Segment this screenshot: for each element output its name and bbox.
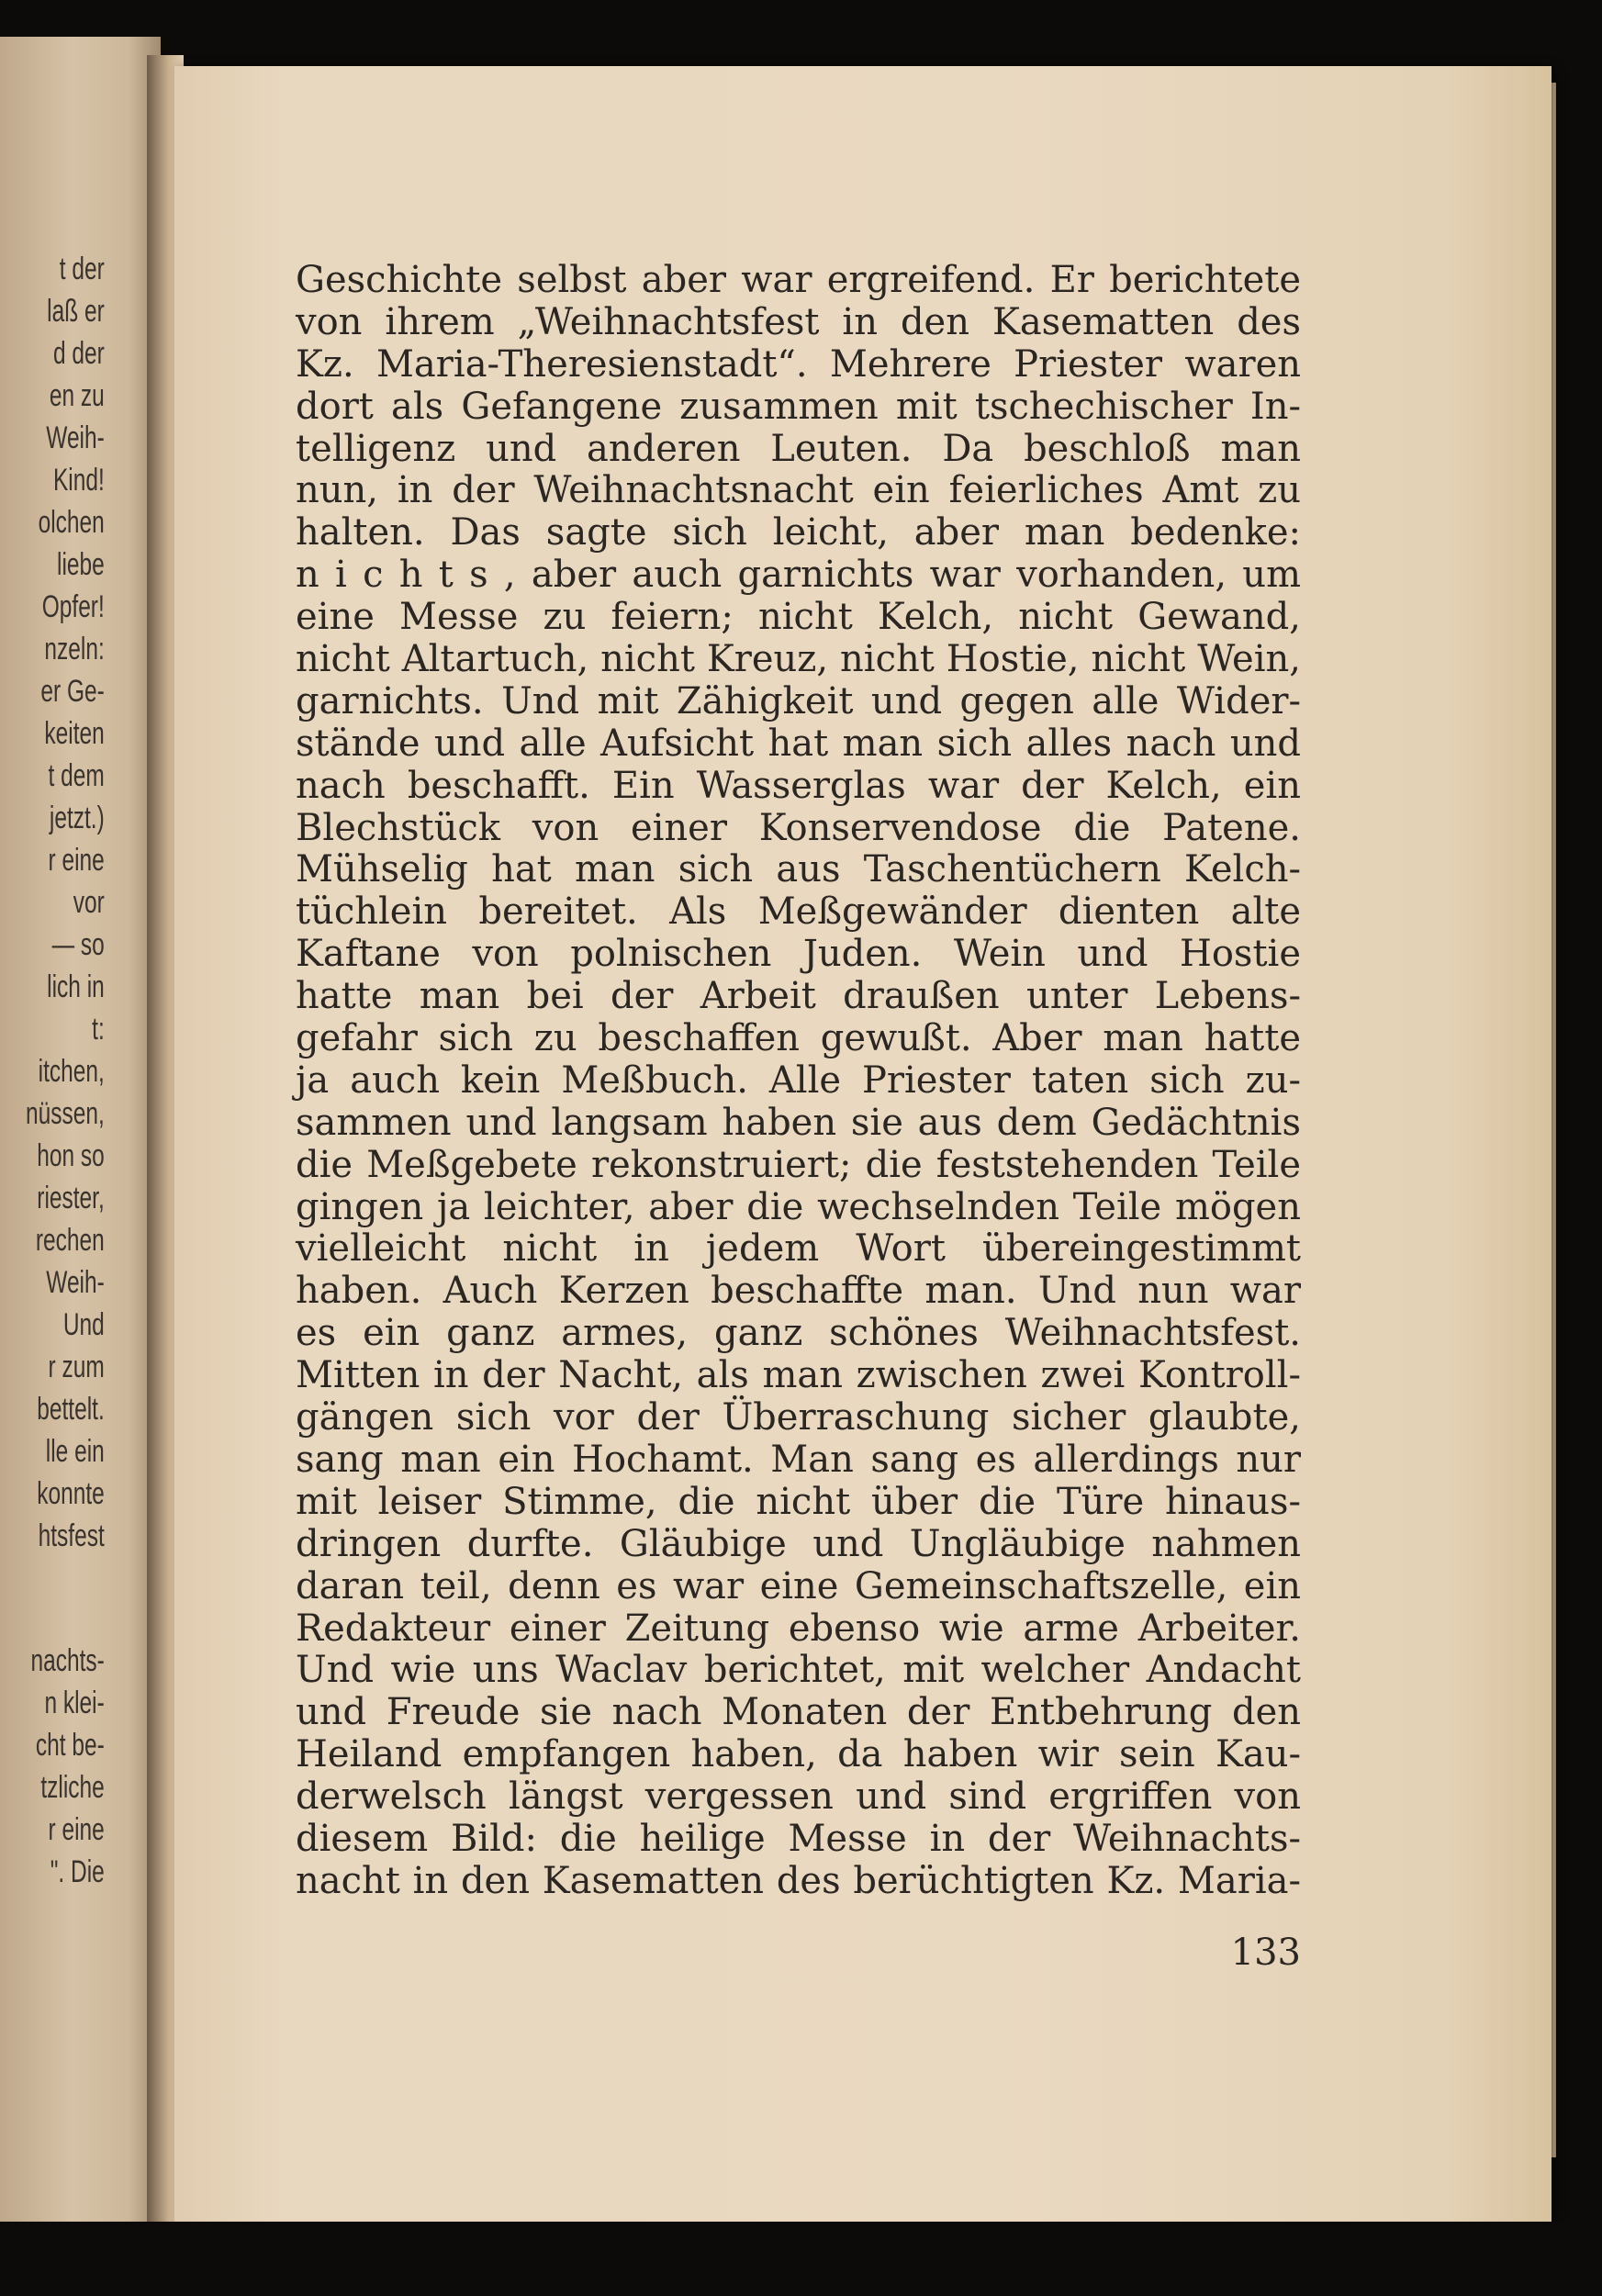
text-line: haben. Auch Kerzen beschaffte man. Und nun war bbox=[296, 1270, 1301, 1313]
text-line: Kaftane von polnischen Juden. Wein und Hostie bbox=[296, 933, 1301, 976]
left-page-fragment: ". Die bbox=[50, 1854, 105, 1889]
text-line: derwelsch längst vergessen und sind ergriffen von bbox=[296, 1775, 1301, 1819]
text-line: diesem Bild: die heilige Messe in der Weihnachts- bbox=[296, 1817, 1301, 1860]
text-line: es ein ganz armes, ganz schönes Weihnachtsfest. bbox=[296, 1312, 1301, 1355]
left-page-fragment: olchen bbox=[38, 505, 105, 540]
text-line: nach beschafft. Ein Wasserglas war der Kelch, ein bbox=[296, 764, 1301, 807]
left-page-fragment: t: bbox=[92, 1012, 105, 1047]
text-line: eine Messe zu feiern; nicht Kelch, nicht Gewand, bbox=[296, 596, 1301, 639]
left-page-fragment: jetzt.) bbox=[49, 801, 105, 835]
page-number: 133 bbox=[1230, 1932, 1301, 1974]
left-page-fragment: r zum bbox=[48, 1350, 105, 1384]
text-line: gefahr sich zu beschaffen gewußt. Aber man hatte bbox=[296, 1017, 1301, 1060]
left-page-fragment: d der bbox=[52, 336, 105, 371]
left-page bbox=[0, 37, 161, 2231]
text-line: nacht in den Kasematten des berüchtigten Kz. Maria- bbox=[296, 1859, 1301, 1902]
text-line: n i c h t s , aber auch garnichts war vorhanden, um bbox=[296, 554, 1301, 597]
left-page-fragment: vor bbox=[73, 885, 105, 920]
text-line: nicht Altartuch, nicht Kreuz, nicht Hostie, nicht Wein, bbox=[296, 638, 1301, 681]
text-line: halten. Das sagte sich leicht, aber man bedenke: bbox=[296, 511, 1301, 554]
text-line: Geschichte selbst aber war ergreifend. Er berichtete bbox=[296, 259, 1301, 301]
text-line: von ihrem „Weihnachtsfest in den Kasematten des bbox=[296, 300, 1301, 343]
text-line: mit leiser Stimme, die nicht über die Türe hinaus- bbox=[296, 1480, 1301, 1523]
left-page-fragment: t dem bbox=[48, 758, 105, 793]
text-line: daran teil, denn es war eine Gemeinschaftszelle, ein bbox=[296, 1564, 1301, 1607]
text-line: und Freude sie nach Monaten der Entbehrung den bbox=[296, 1691, 1301, 1734]
left-page-fragment: t der bbox=[59, 252, 105, 286]
left-page-fragment: Weih- bbox=[46, 420, 105, 455]
text-line: sang man ein Hochamt. Man sang es allerdings nur bbox=[296, 1438, 1301, 1481]
text-line: die Meßgebete rekonstruiert; die feststehenden Teile bbox=[296, 1143, 1301, 1186]
text-line: ja auch kein Meßbuch. Alle Priester taten sich zu- bbox=[296, 1058, 1301, 1102]
left-page-fragment: lich in bbox=[47, 969, 105, 1004]
left-page-fragment: cht be- bbox=[35, 1728, 105, 1763]
left-page-fragment: Und bbox=[62, 1307, 105, 1342]
background-shadow bbox=[0, 2222, 1602, 2296]
text-line: dringen durfte. Gläubige und Ungläubige nahmen bbox=[296, 1522, 1301, 1565]
text-line: tüchlein bereitet. Als Meßgewänder dienten alte bbox=[296, 890, 1301, 934]
text-line: Mühselig hat man sich aus Taschentüchern Kelch- bbox=[296, 848, 1301, 891]
left-page-fragment: — so bbox=[51, 927, 105, 962]
text-line: vielleicht nicht in jedem Wort übereingestimmt bbox=[296, 1227, 1301, 1271]
text-line: hatte man bei der Arbeit draußen unter Lebens- bbox=[296, 975, 1301, 1018]
text-line: gingen ja leichter, aber die wechselnden Teile mögen bbox=[296, 1185, 1301, 1228]
text-line: garnichts. Und mit Zähigkeit und gegen alle Wider- bbox=[296, 679, 1301, 722]
text-line: Mitten in der Nacht, als man zwischen zwei Kontroll- bbox=[296, 1354, 1301, 1397]
left-page-fragment: r eine bbox=[48, 843, 105, 878]
left-page-fragment: nzeln: bbox=[44, 632, 105, 666]
text-line: Redakteur einer Zeitung ebenso wie arme Arbeiter. bbox=[296, 1607, 1301, 1650]
text-line: nun, in der Weihnachtsnacht ein feierliches Amt zu bbox=[296, 469, 1301, 512]
left-page-fragment: htsfest bbox=[38, 1518, 105, 1553]
left-page-fragment: nachts- bbox=[30, 1643, 105, 1678]
page-body-text bbox=[296, 260, 1301, 1903]
left-page-fragment: Weih- bbox=[46, 1265, 105, 1300]
text-line: Kz. Maria-Theresienstadt“. Mehrere Priester waren bbox=[296, 342, 1301, 386]
left-page-fragment: Opfer! bbox=[41, 589, 105, 624]
left-page-fragment: n klei- bbox=[44, 1686, 105, 1720]
text-line: dort als Gefangene zusammen mit tschechischer In- bbox=[296, 385, 1301, 428]
text-line: Blechstück von einer Konservendose die Patene. bbox=[296, 806, 1301, 849]
text-line: Heiland empfangen haben, da haben wir sein Kau- bbox=[296, 1733, 1301, 1776]
left-page-fragment: er Ge- bbox=[40, 674, 105, 709]
left-page-fragment: konnte bbox=[37, 1476, 105, 1511]
text-line: stände und alle Aufsicht hat man sich alles nach und bbox=[296, 722, 1301, 765]
left-page-fragment: en zu bbox=[49, 378, 105, 413]
left-page-fragment: riester, bbox=[37, 1181, 105, 1215]
left-page-text-fragments bbox=[0, 248, 156, 1893]
left-page-fragment: tzliche bbox=[40, 1770, 105, 1805]
left-page-fragment: keiten bbox=[44, 716, 105, 751]
left-page-fragment: rechen bbox=[35, 1223, 105, 1258]
text-line: Und wie uns Waclav berichtet, mit welcher Andacht bbox=[296, 1649, 1301, 1692]
text-line: sammen und langsam haben sie aus dem Gedächtnis bbox=[296, 1101, 1301, 1144]
left-page-fragment: itchen, bbox=[38, 1054, 105, 1089]
left-page-fragment bbox=[0, 1557, 105, 1640]
left-page-fragment: lle ein bbox=[45, 1434, 105, 1469]
text-line: gängen sich vor der Überraschung sicher glaubte, bbox=[296, 1396, 1301, 1439]
left-page-fragment: Kind! bbox=[52, 463, 105, 498]
left-page-fragment: bettelt. bbox=[37, 1392, 105, 1427]
left-page-fragment: hon so bbox=[37, 1138, 105, 1173]
left-page-fragment: liebe bbox=[57, 547, 105, 582]
left-page-fragment: r eine bbox=[48, 1812, 105, 1847]
left-page-fragment: laß er bbox=[47, 294, 105, 329]
text-line: telligenz und anderen Leuten. Da beschloß man bbox=[296, 427, 1301, 470]
left-page-fragment: nüssen, bbox=[26, 1096, 105, 1131]
